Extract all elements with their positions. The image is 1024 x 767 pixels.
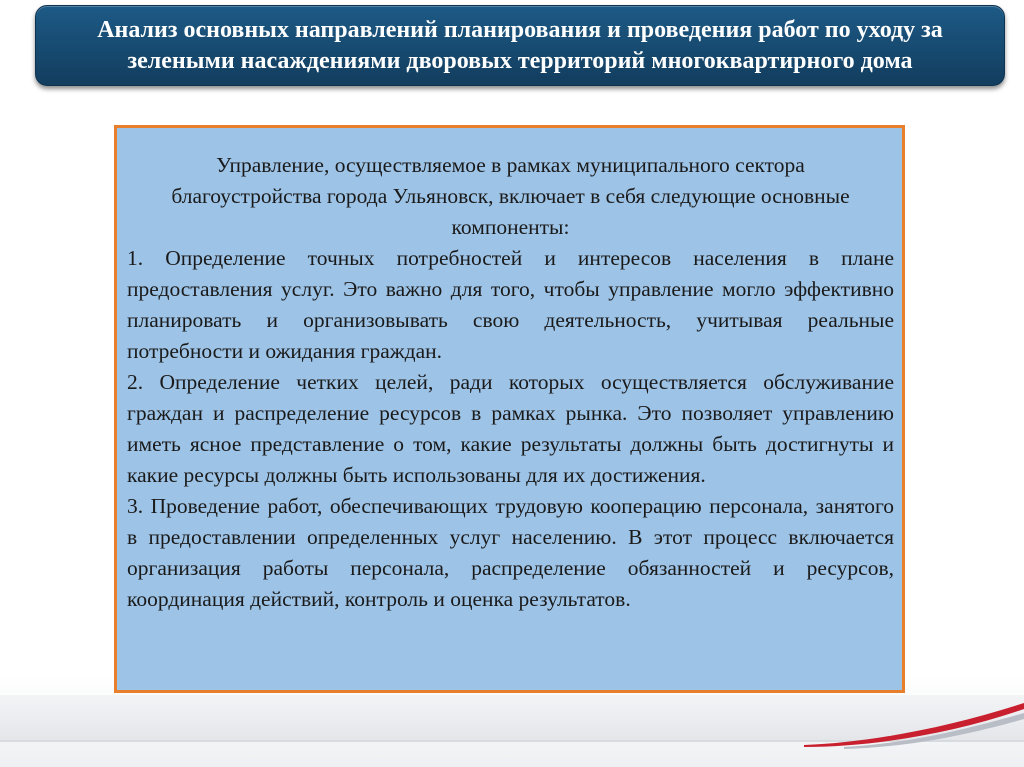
list-item-1: 1. Определение точных потребностей и интересов населения в плане предоставления услуг. Это важно для того, чтобы управление могло эффективно планировать и организовывать свою деятельность, учитывая реальные потребности и ожидания граждан. — [127, 246, 894, 363]
slide-title: Анализ основных направлений планирования и проведения работ по уходу за зелеными насаждениями дворовых территорий многоквартирного дома — [97, 16, 943, 74]
title-bar — [35, 5, 1005, 86]
intro-paragraph: Управление, осуществляемое в рамках муниципального сектора благоустройства города Ульяновск, включает в себя следующие основные компоненты: — [171, 153, 850, 239]
list-item-2: 2. Определение четких целей, ради которых осуществляется обслуживание граждан и распределение ресурсов в рамках рынка. Это позволяет управлению иметь ясное представление о том, какие результаты должны быть достигнуты и какие ресурсы должны быть использованы для их достижения. — [127, 370, 894, 487]
content-box — [114, 125, 905, 693]
list-item-3: 3. Проведение работ, обеспечивающих трудовую кооперацию персонала, занятого в предоставлении определенных услуг населению. В этот процесс включается организация работы персонала, распределение обязанностей и ресурсов, координация действий, контроль и оценка результатов. — [127, 494, 894, 611]
swoosh-decoration — [804, 699, 1024, 749]
